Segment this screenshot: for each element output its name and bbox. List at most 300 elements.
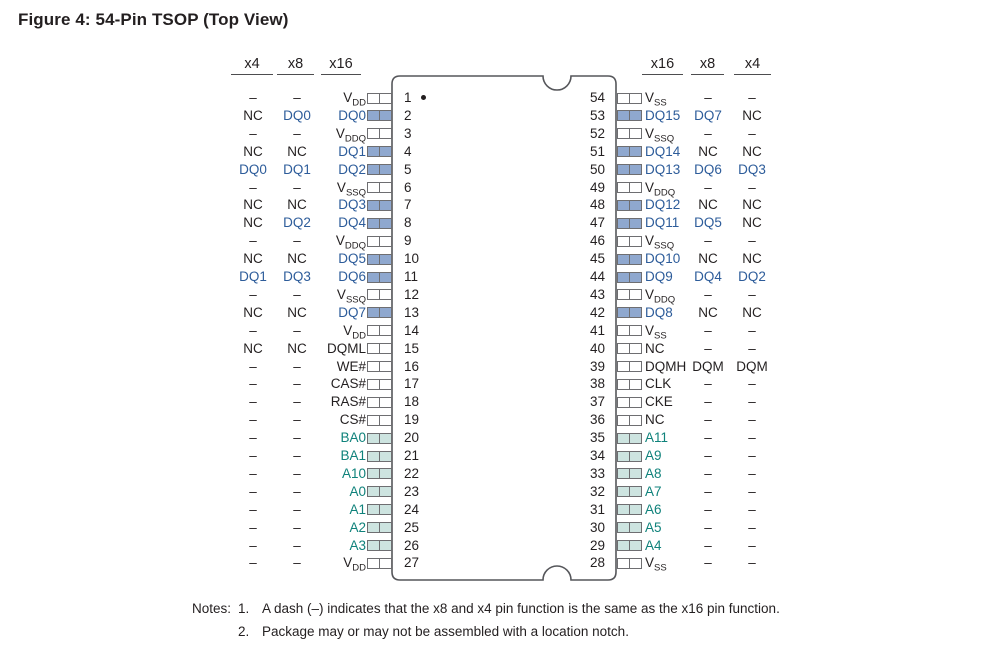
pin-row-26-29 <box>0 537 995 555</box>
pin-3-x4-label: – <box>249 125 257 141</box>
pin-indicator-left <box>367 540 392 551</box>
pin-41-x8-label: – <box>704 322 712 338</box>
pin-39-x8-label: DQM <box>692 358 724 374</box>
pin-number-17: 17 <box>404 376 420 392</box>
pin-50-x4-label: DQ3 <box>738 161 766 177</box>
pin-indicator-left <box>367 93 392 104</box>
pin-19-x4-label: – <box>249 412 257 428</box>
pin-22-x16-label: A10 <box>341 465 366 481</box>
pin-10-x4-label: NC <box>243 251 263 267</box>
pin-indicator-left <box>367 451 392 462</box>
pin-9-x4-label: – <box>249 233 257 249</box>
note-1-number: 1. <box>238 601 250 616</box>
pin-row-5-50 <box>0 161 995 179</box>
pin-41-x16-label: $V_{SS}$ <box>645 322 667 342</box>
pin-indicator-left <box>367 218 392 229</box>
pin-row-7-48 <box>0 196 995 214</box>
pin-34-x8-label: – <box>704 448 712 463</box>
pin-indicator-right <box>617 164 642 175</box>
pin-indicator-left <box>367 343 392 354</box>
pin-9-x8-label: – <box>293 233 301 249</box>
pin-53-x8-label: DQ7 <box>694 107 722 123</box>
pin-20-x16-label: BA0 <box>340 430 366 446</box>
pin-40-x8-label: – <box>704 340 712 356</box>
pin-30-x4-label: – <box>748 519 756 535</box>
pin-54-x16-label: $V_{SS}$ <box>645 90 667 109</box>
pin-52-x16-label: $V_{SSQ}$ <box>645 125 675 145</box>
pin-number-5: 5 <box>404 161 412 177</box>
pin-row-14-41 <box>0 322 995 340</box>
pin-number-14: 14 <box>404 322 420 338</box>
pin-number-33: 33 <box>589 465 605 481</box>
pin-31-x4-label: – <box>748 501 756 517</box>
pin-indicator-left <box>367 468 392 479</box>
pin-33-x4-label: – <box>748 465 756 481</box>
pin-41-x4-label: – <box>748 322 756 338</box>
pin-indicator-left <box>367 200 392 211</box>
pin-4-x4-label: NC <box>243 143 263 159</box>
pin-indicator-right <box>617 200 642 211</box>
pin-14-x4-label: – <box>249 322 257 338</box>
pin-27-x8-label: – <box>293 555 301 571</box>
pin-row-12-43 <box>0 286 995 304</box>
pin-45-x16-label: DQ10 <box>645 251 681 267</box>
pin-50-x8-label: DQ6 <box>694 161 722 177</box>
pin-14-x8-label: – <box>293 322 301 338</box>
pin-2-x8-label: DQ0 <box>283 107 311 123</box>
pin-number-24: 24 <box>404 501 420 517</box>
pin-2-x16-label: DQ0 <box>338 107 366 123</box>
pin-13-x16-label: DQ7 <box>338 304 366 320</box>
pin-number-53: 53 <box>589 107 605 123</box>
pin-30-x16-label: A5 <box>645 519 662 535</box>
pin-indicator-right <box>617 361 642 372</box>
pin-number-12: 12 <box>404 286 420 302</box>
pin-number-25: 25 <box>404 519 420 535</box>
pin-number-28: 28 <box>589 555 605 571</box>
pin-43-x8-label: – <box>704 286 712 302</box>
pin-38-x16-label: CLK <box>645 376 672 392</box>
pin-6-x4-label: – <box>249 179 257 195</box>
pin-53-x16-label: DQ15 <box>645 107 681 123</box>
pin-32-x8-label: – <box>704 483 712 499</box>
pin-number-4: 4 <box>404 143 412 159</box>
pin-number-34: 34 <box>589 448 605 463</box>
pin-13-x8-label: NC <box>287 304 307 320</box>
pin-33-x8-label: – <box>704 465 712 481</box>
pin-indicator-left <box>367 307 392 318</box>
pin-37-x8-label: – <box>704 394 712 410</box>
pin-indicator-right <box>617 451 642 462</box>
pin-35-x4-label: – <box>748 430 756 446</box>
pin-19-x8-label: – <box>293 412 301 428</box>
header-right-x16: x16 <box>642 55 683 75</box>
pin-number-45: 45 <box>589 251 605 267</box>
pin-35-x8-label: – <box>704 430 712 446</box>
pin-1-x4-label: – <box>249 90 257 105</box>
pin-number-41: 41 <box>589 322 605 338</box>
pin-row-17-38 <box>0 375 995 393</box>
pin-11-x16-label: DQ6 <box>338 269 366 284</box>
pin-7-x8-label: NC <box>287 197 307 213</box>
pin-11-x8-label: DQ3 <box>283 269 311 284</box>
pin-number-43: 43 <box>589 286 605 302</box>
notes-label: Notes: <box>192 601 232 616</box>
pin-row-10-45 <box>0 250 995 268</box>
pin-28-x8-label: – <box>704 555 712 571</box>
pin-number-21: 21 <box>404 448 420 463</box>
pin-34-x4-label: – <box>748 448 756 463</box>
pin-48-x8-label: NC <box>698 197 718 213</box>
pin-indicator-right <box>617 433 642 444</box>
pin-3-x8-label: – <box>293 125 301 141</box>
pin-indicator-right <box>617 415 642 426</box>
pin-25-x8-label: – <box>293 519 301 535</box>
pin-indicator-left <box>367 254 392 265</box>
pin-2-x4-label: NC <box>243 107 263 123</box>
pin-number-2: 2 <box>404 107 412 123</box>
pin-number-20: 20 <box>404 430 420 446</box>
header-right-x4: x4 <box>734 55 771 75</box>
pin-row-24-31 <box>0 501 995 519</box>
pin-row-20-35 <box>0 429 995 447</box>
pin-26-x4-label: – <box>249 537 257 553</box>
pin-54-x8-label: – <box>704 90 712 105</box>
pin-number-27: 27 <box>404 555 420 571</box>
pin-number-13: 13 <box>404 304 420 320</box>
pin-25-x4-label: – <box>249 519 257 535</box>
pin-indicator-right <box>617 218 642 229</box>
pin-7-x4-label: NC <box>243 197 263 213</box>
pin-51-x8-label: NC <box>698 143 718 159</box>
pin-number-39: 39 <box>589 358 605 374</box>
pin-8-x16-label: DQ4 <box>338 215 366 231</box>
pin-24-x4-label: – <box>249 501 257 517</box>
pin-indicator-right <box>617 379 642 390</box>
pin-36-x16-label: NC <box>645 412 665 428</box>
pin-38-x8-label: – <box>704 376 712 392</box>
pin-49-x8-label: – <box>704 179 712 195</box>
pin-indicator-left <box>367 522 392 533</box>
pin-9-x16-label: $V_{DDQ}$ <box>335 233 366 252</box>
pin-row-4-51 <box>0 143 995 161</box>
pin-42-x16-label: DQ8 <box>645 304 673 320</box>
pin-indicator-right <box>617 397 642 408</box>
pin-46-x4-label: – <box>748 233 756 249</box>
pin-indicator-right <box>617 522 642 533</box>
pin-number-32: 32 <box>589 483 605 499</box>
pin-number-1: 1 <box>404 90 412 105</box>
pin-12-x8-label: – <box>293 286 301 302</box>
pin-27-x16-label: $V_{DD}$ <box>343 555 366 575</box>
pin-indicator-left <box>367 272 392 283</box>
pin-number-15: 15 <box>404 340 420 356</box>
pin-29-x16-label: A4 <box>645 537 662 553</box>
pin-indicator-left <box>367 289 392 300</box>
pin-21-x8-label: – <box>293 448 301 463</box>
pin-indicator-right <box>617 558 642 569</box>
pin-indicator-left <box>367 110 392 121</box>
pin-29-x8-label: – <box>704 537 712 553</box>
pin-47-x4-label: NC <box>742 215 762 231</box>
pin-42-x8-label: NC <box>698 304 718 320</box>
pin-38-x4-label: – <box>748 376 756 392</box>
pin-indicator-right <box>617 343 642 354</box>
pin-number-44: 44 <box>589 269 605 284</box>
pin-36-x4-label: – <box>748 412 756 428</box>
pin-number-50: 50 <box>589 161 605 177</box>
pin-13-x4-label: NC <box>243 304 263 320</box>
pin-indicator-left <box>367 182 392 193</box>
pin-28-x16-label: $V_{SS}$ <box>645 555 667 575</box>
pin-37-x4-label: – <box>748 394 756 410</box>
pin-25-x16-label: A2 <box>349 519 366 535</box>
pin-indicator-right <box>617 307 642 318</box>
pin-19-x16-label: CS# <box>339 412 366 428</box>
pin-11-x4-label: DQ1 <box>239 269 267 284</box>
pin-indicator-right <box>617 93 642 104</box>
pin-row-19-36 <box>0 411 995 429</box>
pin-indicator-right <box>617 325 642 336</box>
pin-number-36: 36 <box>589 412 605 428</box>
pin-6-x8-label: – <box>293 179 301 195</box>
pin-indicator-right <box>617 540 642 551</box>
header-right-x8: x8 <box>691 55 724 75</box>
pin-42-x4-label: NC <box>742 304 762 320</box>
pin-12-x4-label: – <box>249 286 257 302</box>
pin-20-x4-label: – <box>249 430 257 446</box>
pin-number-11: 11 <box>404 269 419 284</box>
pin-16-x8-label: – <box>293 358 301 374</box>
pin-number-38: 38 <box>589 376 605 392</box>
pin-indicator-right <box>617 254 642 265</box>
pin-indicator-right <box>617 486 642 497</box>
pin-54-x4-label: – <box>748 90 756 105</box>
pin-24-x16-label: A1 <box>349 501 366 517</box>
pin-6-x16-label: $V_{SSQ}$ <box>336 179 366 199</box>
pin-number-31: 31 <box>589 501 605 517</box>
note-2-text: Package may or may not be assembled with a location notch. <box>262 624 629 639</box>
pin-22-x4-label: – <box>249 465 257 481</box>
pin-17-x8-label: – <box>293 376 301 392</box>
pin-39-x4-label: DQM <box>736 358 768 374</box>
pin-8-x4-label: NC <box>243 215 263 231</box>
pin-44-x8-label: DQ4 <box>694 269 722 284</box>
pin-indicator-left <box>367 164 392 175</box>
pin-number-54: 54 <box>589 90 605 105</box>
pin-51-x16-label: DQ14 <box>645 143 681 159</box>
pin-indicator-right <box>617 468 642 479</box>
pin-number-30: 30 <box>589 519 605 535</box>
pin-row-23-32 <box>0 483 995 501</box>
pin-16-x16-label: WE# <box>336 358 366 374</box>
pin-number-40: 40 <box>589 340 605 356</box>
pin-number-49: 49 <box>589 179 605 195</box>
pin-5-x4-label: DQ0 <box>239 161 267 177</box>
pin-18-x4-label: – <box>249 394 257 410</box>
pin-1-x8-label: – <box>293 90 301 105</box>
pin-4-x8-label: NC <box>287 143 307 159</box>
pin-number-3: 3 <box>404 125 412 141</box>
pin-row-16-39 <box>0 358 995 376</box>
pin-indicator-left <box>367 236 392 247</box>
note-1-text: A dash (–) indicates that the x8 and x4 pin function is the same as the x16 pin function. <box>262 601 780 616</box>
pin-row-18-37 <box>0 393 995 411</box>
pin-number-48: 48 <box>589 197 605 213</box>
pin-row-2-53 <box>0 107 995 125</box>
pin-23-x16-label: A0 <box>349 483 366 499</box>
pin-row-1-54 <box>0 89 995 107</box>
pin-indicator-left <box>367 146 392 157</box>
pin-row-8-47 <box>0 214 995 232</box>
pin-15-x8-label: NC <box>287 340 307 356</box>
pin-52-x4-label: – <box>748 125 756 141</box>
pin-43-x4-label: – <box>748 286 756 302</box>
pin-50-x16-label: DQ13 <box>645 161 681 177</box>
pin-row-9-46 <box>0 232 995 250</box>
pin-number-26: 26 <box>404 537 420 553</box>
pin-indicator-right <box>617 504 642 515</box>
pin-10-x16-label: DQ5 <box>338 251 366 267</box>
pin-17-x16-label: CAS# <box>330 376 366 392</box>
pin-30-x8-label: – <box>704 519 712 535</box>
pin-number-22: 22 <box>404 465 420 481</box>
pin-number-47: 47 <box>589 215 605 231</box>
pin-18-x8-label: – <box>293 394 301 410</box>
note-line-2 <box>192 620 780 643</box>
pin-5-x16-label: DQ2 <box>338 161 366 177</box>
pin-number-35: 35 <box>589 430 605 446</box>
pin-10-x8-label: NC <box>287 251 307 267</box>
pin-24-x8-label: – <box>293 501 301 517</box>
figure-title: Figure 4: 54-Pin TSOP (Top View) <box>18 10 289 29</box>
pin-indicator-left <box>367 128 392 139</box>
pin-row-27-28 <box>0 554 995 575</box>
pin-51-x4-label: NC <box>742 143 762 159</box>
pin-45-x4-label: NC <box>742 251 762 267</box>
pin-35-x16-label: A11 <box>645 430 669 446</box>
pin-number-6: 6 <box>404 179 412 195</box>
pin-12-x16-label: $V_{SSQ}$ <box>336 286 366 306</box>
pin-44-x16-label: DQ9 <box>645 269 673 284</box>
pin-18-x16-label: RAS# <box>330 394 366 410</box>
pin-47-x16-label: DQ11 <box>645 215 680 231</box>
pin-number-10: 10 <box>404 251 420 267</box>
pin-1-x16-label: $V_{DD}$ <box>343 90 366 109</box>
pin-number-9: 9 <box>404 233 412 249</box>
pin-33-x16-label: A8 <box>645 465 662 481</box>
pin-26-x16-label: A3 <box>349 537 366 553</box>
pin-indicator-left <box>367 397 392 408</box>
pin-number-19: 19 <box>404 412 420 428</box>
pin-53-x4-label: NC <box>742 107 762 123</box>
pin-4-x16-label: DQ1 <box>338 143 366 159</box>
pin-20-x8-label: – <box>293 430 301 446</box>
pin-number-16: 16 <box>404 358 420 374</box>
note-line-1 <box>192 597 780 620</box>
pin-17-x4-label: – <box>249 376 257 392</box>
pin-indicator-right <box>617 110 642 121</box>
pin-37-x16-label: CKE <box>645 394 673 410</box>
pin-8-x8-label: DQ2 <box>283 215 311 231</box>
pin-46-x16-label: $V_{SSQ}$ <box>645 233 675 252</box>
notes-block <box>192 597 780 643</box>
pin-number-8: 8 <box>404 215 412 231</box>
pin-number-29: 29 <box>589 537 605 553</box>
pin-indicator-right <box>617 289 642 300</box>
pin-21-x4-label: – <box>249 448 257 463</box>
pin-49-x4-label: – <box>748 179 756 195</box>
pin-5-x8-label: DQ1 <box>283 161 311 177</box>
pin-14-x16-label: $V_{DD}$ <box>343 322 366 342</box>
pin-row-11-44 <box>0 268 995 286</box>
pin-3-x16-label: $V_{DDQ}$ <box>335 125 366 145</box>
pin-15-x16-label: DQML <box>326 340 366 356</box>
pin-34-x16-label: A9 <box>645 448 662 463</box>
pin-16-x4-label: – <box>249 358 257 374</box>
pin-row-25-30 <box>0 519 995 537</box>
pin-number-51: 51 <box>589 143 605 159</box>
pin-indicator-right <box>617 128 642 139</box>
pin-number-7: 7 <box>404 197 412 213</box>
pin-7-x16-label: DQ3 <box>338 197 366 213</box>
pin-indicator-right <box>617 272 642 283</box>
header-left-x8: x8 <box>277 55 314 75</box>
pin-row-21-34 <box>0 447 995 465</box>
pin-indicator-left <box>367 415 392 426</box>
pin-row-15-40 <box>0 340 995 358</box>
pin-indicator-right <box>617 146 642 157</box>
pin-row-3-52 <box>0 125 995 143</box>
pin-48-x4-label: NC <box>742 197 762 213</box>
header-left-x4: x4 <box>231 55 273 75</box>
pin-number-23: 23 <box>404 483 420 499</box>
pin-23-x8-label: – <box>293 483 301 499</box>
pin-number-42: 42 <box>589 304 605 320</box>
pin-31-x16-label: A6 <box>645 501 662 517</box>
pin-36-x8-label: – <box>704 412 712 428</box>
pin-indicator-left <box>367 504 392 515</box>
pin-44-x4-label: DQ2 <box>738 269 766 284</box>
pin-indicator-left <box>367 325 392 336</box>
pin-45-x8-label: NC <box>698 251 718 267</box>
pin-27-x4-label: – <box>249 555 257 571</box>
pin-21-x16-label: BA1 <box>340 448 366 463</box>
pin-23-x4-label: – <box>249 483 257 499</box>
pin-52-x8-label: – <box>704 125 712 141</box>
pin-number-46: 46 <box>589 233 605 249</box>
pin-39-x16-label: DQMH <box>645 358 687 374</box>
pin-48-x16-label: DQ12 <box>645 197 681 213</box>
pin-number-37: 37 <box>589 394 605 410</box>
pin-32-x16-label: A7 <box>645 483 662 499</box>
pin-indicator-left <box>367 361 392 372</box>
pin-40-x16-label: NC <box>645 340 665 356</box>
pin-row-6-49 <box>0 179 995 197</box>
pin-row-22-33 <box>0 465 995 483</box>
pin-40-x4-label: – <box>748 340 756 356</box>
pin-indicator-left <box>367 558 392 569</box>
note-2-number: 2. <box>238 624 250 639</box>
pin-29-x4-label: – <box>748 537 756 553</box>
pin-26-x8-label: – <box>293 537 301 553</box>
pin-indicator-right <box>617 182 642 193</box>
pin-22-x8-label: – <box>293 465 301 481</box>
pin-47-x8-label: DQ5 <box>694 215 722 231</box>
pin-46-x8-label: – <box>704 233 712 249</box>
pin-49-x16-label: $V_{DDQ}$ <box>645 179 676 199</box>
pin-indicator-left <box>367 379 392 390</box>
